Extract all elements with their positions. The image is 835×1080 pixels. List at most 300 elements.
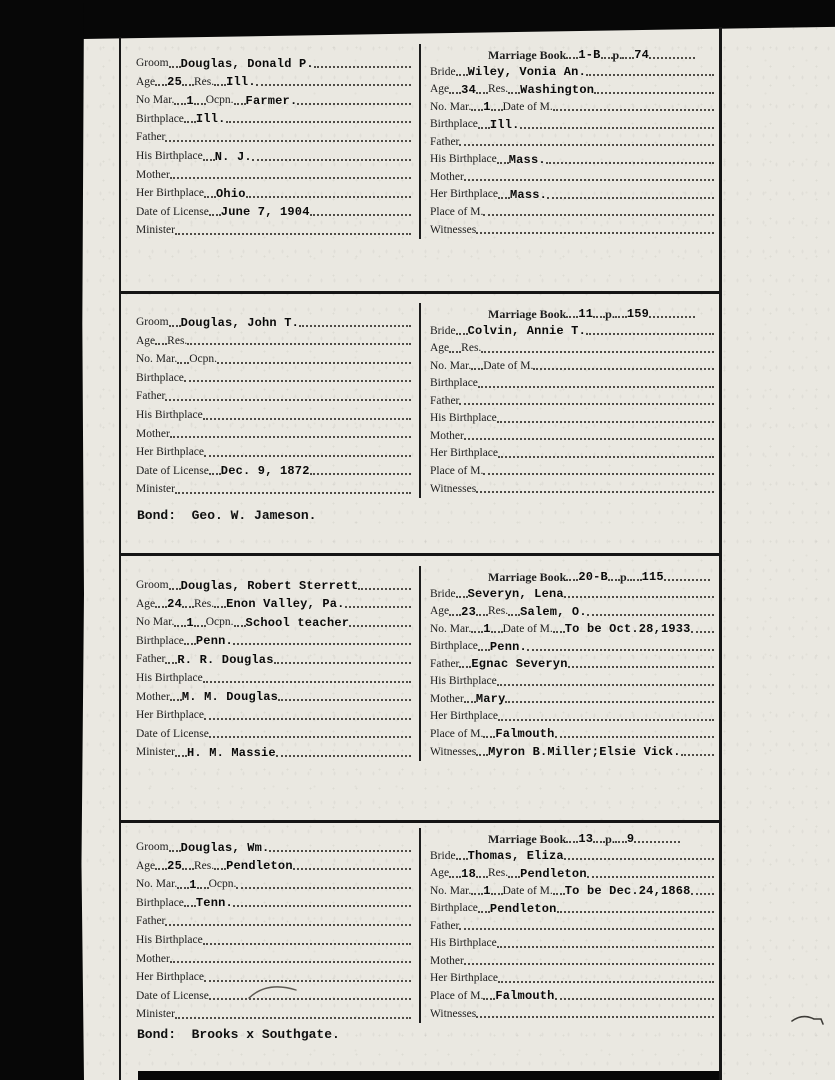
form-row [136, 724, 411, 743]
dotted-leader [555, 736, 714, 738]
form-row [136, 183, 411, 202]
dotted-leader [165, 399, 411, 401]
field-value: Egnac Severyn [471, 657, 568, 672]
dotted-leader [553, 109, 714, 111]
dotted-leader [169, 588, 181, 590]
dotted-leader [593, 316, 605, 318]
field-label: Bride [430, 65, 456, 78]
field-value: Ohio [216, 186, 246, 201]
dotted-leader [184, 121, 196, 123]
dotted-leader [478, 386, 714, 388]
field-label: Date of M. [483, 359, 534, 372]
form-row [136, 856, 411, 875]
field-value: Ill. [226, 75, 256, 90]
dotted-leader [449, 92, 461, 94]
field-label: Father [136, 390, 166, 403]
field-value: R. R. Douglas [177, 652, 274, 667]
dotted-leader [165, 924, 411, 926]
field-value: To be Oct.28,1933 [564, 622, 691, 637]
field-label: Ocpn. [208, 878, 237, 891]
dotted-leader [649, 316, 695, 318]
dotted-leader [630, 579, 642, 581]
form-row [430, 987, 714, 1005]
field-label: Date of License [136, 464, 209, 477]
field-label: Groom [136, 316, 169, 329]
dotted-leader [449, 876, 461, 878]
form-row [430, 847, 714, 865]
dotted-leader [476, 754, 488, 756]
form-row [430, 392, 714, 410]
dotted-leader [203, 943, 411, 945]
form-row [430, 742, 714, 760]
field-label: No. Mar. [430, 884, 472, 897]
field-label: Minister [136, 746, 175, 759]
dotted-leader [209, 736, 411, 738]
field-label: Mother [430, 954, 464, 967]
dotted-leader [197, 887, 209, 889]
dotted-leader [497, 684, 714, 686]
dotted-leader [209, 214, 221, 216]
field-label: Birthplace [136, 371, 184, 384]
dotted-leader [483, 998, 495, 1000]
field-label: His Birthplace [136, 672, 203, 685]
field-label: p. [605, 306, 615, 321]
field-value: 13 [578, 831, 594, 846]
dotted-leader [476, 232, 714, 234]
dotted-leader [203, 159, 215, 161]
groom-column [121, 44, 419, 239]
dotted-leader [236, 887, 411, 889]
field-label: Groom [136, 579, 169, 592]
field-value: 1 [186, 93, 194, 108]
field-label: Birthplace [430, 118, 478, 131]
form-row [430, 479, 714, 497]
dotted-leader [564, 858, 714, 860]
field-label: Res. [167, 334, 188, 347]
field-label: Groom [136, 841, 169, 854]
form-row [136, 893, 411, 912]
field-value: Pendleton [489, 901, 557, 916]
field-value: 20-B [578, 569, 608, 584]
dotted-leader [204, 718, 411, 720]
dotted-leader [557, 911, 714, 913]
dotted-leader [297, 103, 411, 105]
dotted-leader [464, 963, 714, 965]
dotted-leader [184, 643, 196, 645]
field-label: Father [430, 657, 460, 670]
form-row [430, 952, 714, 970]
dotted-leader [194, 103, 206, 105]
form-row [430, 725, 714, 743]
field-value: M. M. Douglas [181, 690, 279, 705]
dotted-leader [587, 876, 714, 878]
field-label: His Birthplace [430, 937, 497, 950]
dotted-leader [586, 333, 714, 335]
field-value: Farmer. [245, 93, 298, 108]
dotted-leader [464, 179, 714, 181]
field-label: No. Mar. [136, 878, 178, 891]
field-label: Date of License [136, 205, 209, 218]
field-value: 25 [167, 859, 182, 874]
field-label: Age [136, 597, 156, 610]
field-value: 34 [461, 82, 476, 97]
form-row [136, 649, 411, 668]
field-value: Ill. [489, 117, 520, 132]
dotted-leader [456, 333, 468, 335]
form-row [430, 917, 714, 935]
dotted-leader [310, 473, 411, 475]
dotted-leader [608, 579, 620, 581]
dotted-leader [601, 57, 613, 59]
dotted-leader [155, 606, 167, 608]
field-label: Age [430, 605, 450, 618]
field-label: Father [136, 653, 166, 666]
field-label: p. [605, 831, 615, 846]
dotted-leader [226, 121, 411, 123]
form-row [430, 357, 714, 375]
form-row [136, 202, 411, 221]
dotted-leader [587, 614, 714, 616]
form-row [430, 374, 714, 392]
dotted-leader [464, 701, 476, 703]
dotted-leader [177, 887, 189, 889]
dotted-leader [497, 946, 714, 948]
dotted-leader [476, 614, 488, 616]
field-label: Bride [430, 849, 456, 862]
field-value: 1 [186, 615, 194, 630]
field-label: His Birthplace [430, 675, 497, 688]
form-row [430, 882, 714, 900]
field-label: Age [136, 75, 156, 88]
field-label: Her Birthplace [430, 710, 499, 723]
dotted-leader [508, 876, 520, 878]
field-value: 1 [189, 877, 197, 892]
field-label: Mother [136, 427, 170, 440]
marriage-book-header [430, 304, 714, 322]
dotted-leader [203, 418, 411, 420]
dotted-leader [155, 84, 167, 86]
dotted-leader [622, 57, 634, 59]
form-row [430, 339, 714, 357]
form-row [430, 864, 714, 882]
field-value: 159 [626, 306, 650, 321]
dotted-leader [664, 579, 710, 581]
field-value: H. M. Massie [186, 745, 276, 760]
dotted-leader [165, 662, 177, 664]
field-label: Birthplace [430, 377, 478, 390]
dotted-leader [314, 66, 411, 68]
field-label: Her Birthplace [430, 188, 499, 201]
form-row [136, 911, 411, 930]
dotted-leader [497, 421, 714, 423]
dotted-leader [274, 662, 411, 664]
form-row [430, 690, 714, 708]
scan-border-left [0, 0, 84, 1080]
field-value: Falmouth [495, 989, 555, 1004]
form-row [136, 442, 411, 461]
dotted-leader [491, 631, 503, 633]
field-value: June 7, 1904 [220, 205, 310, 220]
dotted-leader [498, 719, 714, 721]
form-row [136, 424, 411, 443]
record-block [121, 303, 721, 523]
form-row [136, 687, 411, 706]
field-value: Colvin, Annie T. [467, 324, 586, 339]
bride-column [419, 828, 721, 1023]
form-row [430, 322, 714, 340]
field-label: Marriage Book [488, 831, 567, 846]
dotted-leader [498, 981, 714, 983]
dotted-leader [497, 162, 509, 164]
dotted-leader [184, 905, 196, 907]
dotted-leader [169, 850, 181, 852]
dotted-leader [478, 911, 490, 913]
dotted-leader [553, 631, 565, 633]
field-label: Bride [430, 587, 456, 600]
field-label: Birthplace [136, 896, 184, 909]
form-row [430, 98, 714, 116]
dotted-leader [508, 614, 520, 616]
dotted-leader [209, 998, 411, 1000]
record-block [121, 566, 721, 761]
form-row [430, 462, 714, 480]
field-label: Mother [136, 168, 170, 181]
pencil-mark-arc [246, 979, 300, 1001]
field-label: His Birthplace [136, 934, 203, 947]
dotted-leader [615, 841, 627, 843]
dotted-leader [456, 858, 468, 860]
dotted-leader [449, 614, 461, 616]
field-value: Mary [475, 692, 506, 707]
dotted-leader [568, 666, 714, 668]
dotted-leader [593, 841, 605, 843]
field-value: Thomas, Eliza [467, 849, 564, 864]
dotted-leader [634, 841, 680, 843]
field-value: 1-B [578, 47, 601, 62]
form-row [430, 427, 714, 445]
dotted-leader [566, 841, 578, 843]
field-label: Her Birthplace [136, 971, 205, 984]
dotted-leader [555, 998, 714, 1000]
form-row [430, 115, 714, 133]
dotted-leader [478, 649, 490, 651]
dotted-leader [299, 325, 411, 327]
field-label: Birthplace [430, 902, 478, 915]
dotted-leader [459, 403, 714, 405]
field-value: 1 [483, 884, 491, 899]
dotted-leader [175, 492, 411, 494]
field-label: Age [136, 859, 156, 872]
dotted-leader [483, 473, 714, 475]
marriage-book-header [430, 567, 714, 585]
dotted-leader [174, 103, 186, 105]
dotted-leader [476, 92, 488, 94]
field-value: Ill. [195, 112, 226, 127]
field-label: Minister [136, 224, 175, 237]
dotted-leader [214, 84, 226, 86]
form-row [136, 742, 411, 761]
groom-column [121, 303, 419, 498]
dotted-leader [491, 109, 503, 111]
field-value: Dec. 9, 1872 [220, 464, 310, 479]
form-area [121, 0, 721, 1080]
form-row [136, 575, 411, 594]
field-label: Her Birthplace [430, 972, 499, 985]
field-label: Res. [487, 605, 509, 618]
form-row [136, 479, 411, 498]
form-row [136, 668, 411, 687]
dotted-leader [252, 159, 411, 161]
field-label: No. Mar. [430, 359, 472, 372]
field-value: 1 [483, 100, 491, 115]
form-row [136, 631, 411, 650]
field-value: 9 [626, 831, 635, 846]
field-label: Father [136, 131, 166, 144]
field-value: Douglas, Robert Sterrett [180, 578, 359, 593]
field-label: Ocpn. [189, 353, 218, 366]
field-label: Res. [193, 859, 215, 872]
dotted-leader [464, 438, 714, 440]
field-label: His Birthplace [430, 412, 497, 425]
field-label: Place of M. [430, 464, 484, 477]
field-label: Place of M. [430, 727, 484, 740]
field-label: p. [612, 47, 623, 62]
form-row [430, 969, 714, 987]
field-label: Mother [136, 952, 170, 965]
dotted-leader [520, 127, 714, 129]
field-value: Tenn. [195, 896, 233, 911]
dotted-leader [170, 699, 182, 701]
field-label: Birthplace [136, 634, 184, 647]
bride-column [419, 566, 721, 761]
form-row [430, 602, 714, 620]
field-value: Severyn, Lena [467, 587, 564, 602]
field-value: 11 [578, 306, 594, 321]
field-label: Age [430, 867, 450, 880]
dotted-leader [649, 57, 695, 59]
field-label: Marriage Book [488, 47, 567, 62]
dotted-leader [358, 588, 411, 590]
dotted-leader [478, 127, 490, 129]
dotted-leader [209, 473, 221, 475]
form-row [136, 930, 411, 949]
dotted-leader [691, 893, 714, 895]
form-row [430, 707, 714, 725]
form-row [136, 594, 411, 613]
form-row [430, 444, 714, 462]
dotted-leader [533, 368, 714, 370]
dotted-leader [165, 140, 411, 142]
field-label: Witnesses [430, 223, 477, 236]
form-row [136, 612, 411, 631]
dotted-leader [566, 316, 578, 318]
field-value: To be Dec.24,1868 [564, 884, 691, 899]
field-label: Age [136, 334, 156, 347]
dotted-leader [233, 643, 411, 645]
field-label: Witnesses [430, 745, 477, 758]
dotted-leader [566, 579, 578, 581]
field-label: Her Birthplace [430, 447, 499, 460]
field-label: Father [136, 915, 166, 928]
dotted-leader [508, 92, 520, 94]
dotted-leader [586, 74, 714, 76]
dotted-leader [345, 606, 411, 608]
field-value: Washington [520, 82, 595, 97]
dotted-leader [527, 649, 714, 651]
dotted-leader [233, 905, 411, 907]
dotted-leader [615, 316, 627, 318]
dotted-leader [184, 380, 411, 382]
form-row [136, 949, 411, 968]
field-value: 74 [634, 47, 650, 62]
form-row [430, 168, 714, 186]
field-label: His Birthplace [136, 409, 203, 422]
dotted-leader [483, 736, 495, 738]
dotted-leader [170, 177, 411, 179]
field-value: 23 [461, 604, 476, 619]
field-label: Mother [136, 690, 170, 703]
form-row [136, 368, 411, 387]
field-value: 18 [461, 866, 476, 881]
dotted-leader [293, 868, 411, 870]
dotted-leader [169, 325, 181, 327]
field-label: His Birthplace [430, 153, 497, 166]
field-label: Date of M. [502, 622, 553, 635]
dotted-leader [459, 144, 714, 146]
dotted-leader [234, 625, 246, 627]
dotted-leader [204, 455, 411, 457]
form-row [430, 150, 714, 168]
field-label: Date of License [136, 727, 209, 740]
groom-column [121, 566, 419, 761]
dotted-leader [170, 436, 411, 438]
field-label: Father [430, 394, 460, 407]
dotted-leader [681, 754, 714, 756]
dotted-leader [553, 893, 565, 895]
field-label: Birthplace [136, 112, 184, 125]
field-label: Date of License [136, 989, 209, 1002]
record-block [121, 44, 721, 239]
field-value: 24 [167, 597, 182, 612]
dotted-leader [471, 631, 483, 633]
dotted-leader [182, 868, 194, 870]
dotted-leader [170, 961, 411, 963]
dotted-leader [459, 928, 714, 930]
form-row [136, 53, 411, 72]
field-label: Bride [430, 324, 456, 337]
form-row [136, 837, 411, 856]
dotted-leader [182, 84, 194, 86]
field-label: Place of M. [430, 205, 484, 218]
dotted-leader [256, 84, 411, 86]
dotted-leader [310, 214, 411, 216]
form-row [136, 72, 411, 91]
dotted-leader [269, 850, 411, 852]
bride-column [419, 44, 721, 239]
field-label: Groom [136, 57, 169, 70]
field-value: Pendleton [520, 866, 587, 881]
field-value: Wiley, Vonia An. [467, 65, 586, 80]
dotted-leader [566, 57, 578, 59]
form-row [430, 185, 714, 203]
form-row [136, 461, 411, 480]
form-row [430, 655, 714, 673]
field-value: Douglas, Wm. [180, 840, 270, 855]
form-row [430, 203, 714, 221]
dotted-leader [203, 681, 411, 683]
field-label: Res. [487, 867, 509, 880]
field-value: Douglas, John T. [180, 315, 300, 330]
